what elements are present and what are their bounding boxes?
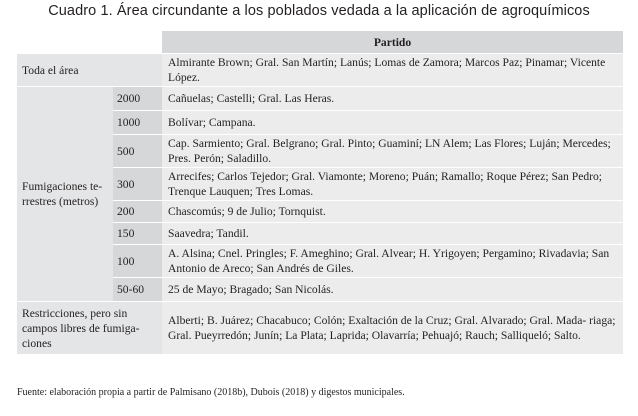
partidos-cell: Saavedra; Tandil. bbox=[162, 223, 623, 245]
distance-cell: 50-60 bbox=[113, 278, 162, 302]
partidos-cell: Arrecifes; Carlos Tejedor; Gral. Viamonte; Moreno; Puán; Ramallo; Roque Pérez; San Pedro; Trenque Lauquen; Tres Lomas. bbox=[162, 168, 623, 201]
table-title: Cuadro 1. Área circundante a los poblados vedada a la aplicación de agroquímicos bbox=[48, 3, 590, 19]
distance-cell: 2000 bbox=[113, 87, 162, 111]
partidos-cell: 25 de Mayo; Bragado; San Nicolás. bbox=[162, 278, 623, 302]
header-empty-cell bbox=[17, 31, 162, 54]
distance-cell: 1000 bbox=[113, 111, 162, 135]
row-value-restricciones: Alberti; B. Juárez; Chacabuco; Colón; Exaltación de la Cruz; Gral. Alvarado; Gral. Mada- riaga; Gral. Pueyrredón; Junín; La Plata; Laprida; Olavarría; Pehuajó; Rauch; Salliqueló; Salto. bbox=[162, 302, 623, 355]
row-label-fumigaciones: Fumigaciones te- rrestres (metros) bbox=[17, 87, 113, 302]
data-table bbox=[17, 30, 623, 355]
partidos-cell: Chascomús; 9 de Julio; Tornquist. bbox=[162, 201, 623, 223]
distance-cell: 300 bbox=[113, 168, 162, 201]
partidos-cell: Bolívar; Campana. bbox=[162, 111, 623, 135]
table-row bbox=[17, 54, 623, 87]
distance-cell: 100 bbox=[113, 245, 162, 278]
header-partido: Partido bbox=[162, 31, 623, 54]
table-row bbox=[17, 87, 623, 111]
distance-cell: 200 bbox=[113, 201, 162, 223]
row-label-restricciones: Restricciones, pero sin campos libres de fumiga- ciones bbox=[17, 302, 162, 355]
partidos-cell: A. Alsina; Cnel. Pringles; F. Ameghino; Gral. Alvear; H. Yrigoyen; Pergamino; Rivadavia; San Antonio de Areco; San Andrés de Giles. bbox=[162, 245, 623, 278]
source-note: Fuente: elaboración propia a partir de Palmisano (2018b), Dubois (2018) y digestos municipales. bbox=[17, 387, 405, 398]
partidos-cell: Cañuelas; Castelli; Gral. Las Heras. bbox=[162, 87, 623, 111]
row-label-toda: Toda el área bbox=[17, 54, 162, 87]
header-row bbox=[17, 31, 623, 54]
partidos-cell: Cap. Sarmiento; Gral. Belgrano; Gral. Pinto; Guaminí; LN Alem; Las Flores; Luján; Mercedes; Pres. Perón; Saladillo. bbox=[162, 135, 623, 168]
row-value-toda: Almirante Brown; Gral. San Martín; Lanús; Lomas de Zamora; Marcos Paz; Pinamar; Vicente López. bbox=[162, 54, 623, 87]
distance-cell: 150 bbox=[113, 223, 162, 245]
table-row bbox=[17, 302, 623, 355]
distance-cell: 500 bbox=[113, 135, 162, 168]
